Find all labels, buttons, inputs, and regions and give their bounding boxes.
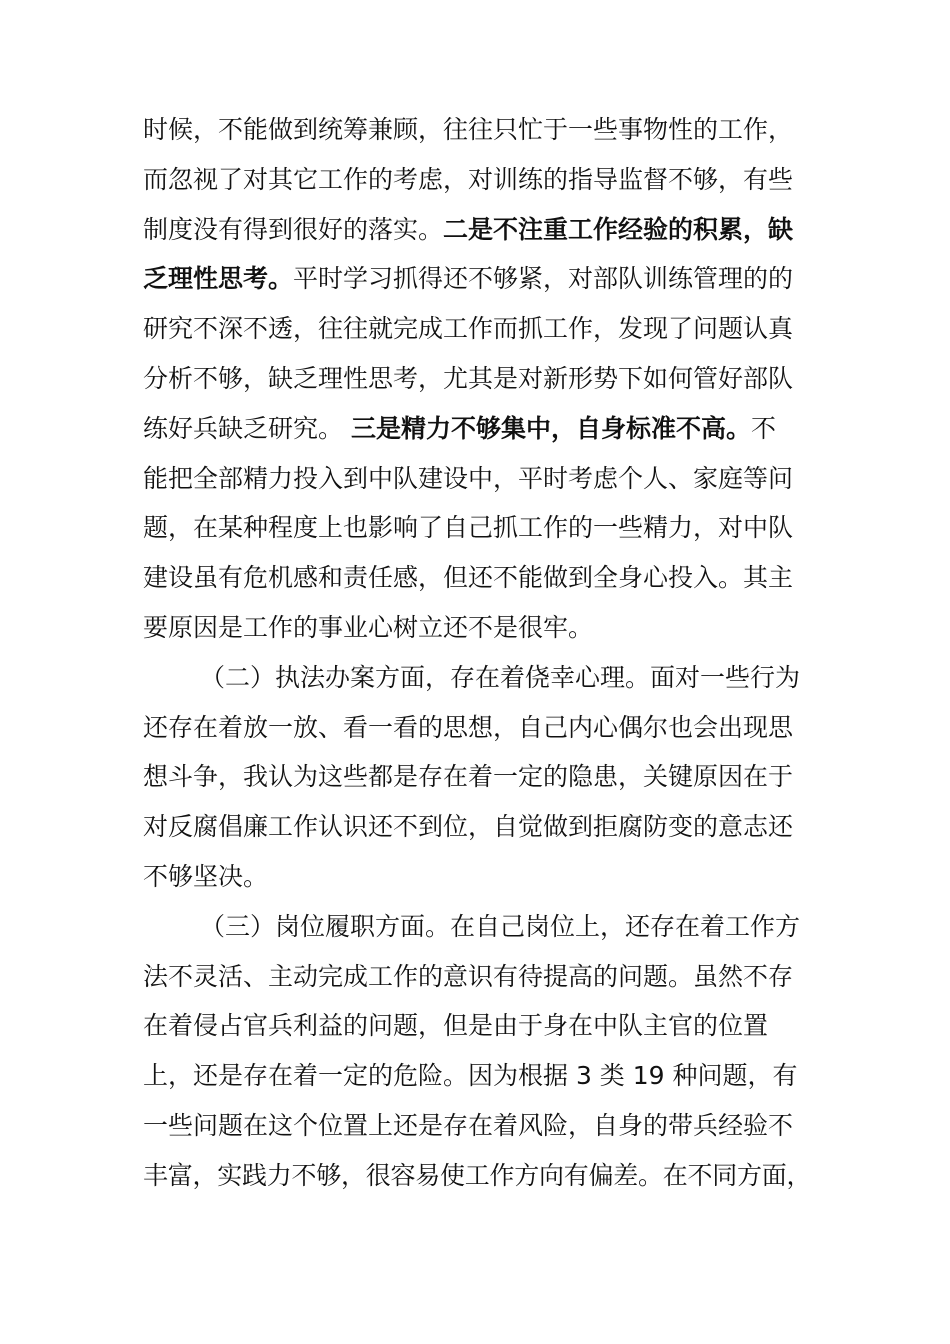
text-segment: 平时学习抓得还不够紧，对部队训练管理的的 <box>293 264 794 293</box>
text-segment: （三）岗位履职方面。在自己岗位上，还存在着工作方 <box>200 912 801 941</box>
text-line <box>143 1051 813 1101</box>
text-line <box>143 1151 813 1201</box>
bold-text-segment: 三是精力不够集中，自身标准不高。 <box>350 414 751 443</box>
text-segment: 能把全部精力投入到中队建设中，平时考虑个人、家庭等问 <box>143 464 794 493</box>
text-segment: 丰富，实践力不够，很容易使工作方向有偏差。在不同方面， <box>143 1161 812 1190</box>
text-segment: 不够坚决。 <box>143 862 269 891</box>
text-line <box>143 105 813 155</box>
text-line <box>143 155 813 205</box>
text-segment: （二）执法办案方面，存在着侥幸心理。面对一些行为 <box>200 663 801 692</box>
bold-text-segment: 乏理性思考。 <box>143 264 294 293</box>
text-line <box>143 354 813 404</box>
text-segment: 研究不深不透，往往就完成工作而抓工作，发现了问题认真 <box>143 314 794 343</box>
text-segment: 一些问题在这个位置上还是存在着风险，自身的带兵经验不 <box>143 1111 794 1140</box>
text-segment: 而忽视了对其它工作的考虑，对训练的指导监督不够，有些 <box>143 165 794 194</box>
text-line <box>143 205 813 255</box>
text-segment: 上，还是存在着一定的危险。因为根据 3 类 19 种问题，有 <box>143 1061 798 1090</box>
text-segment: 还存在着放一放、看一看的思想，自己内心偶尔也会出现思 <box>143 713 794 742</box>
text-segment: 想斗争，我认为这些都是存在着一定的隐患，关键原因在于 <box>143 762 794 791</box>
text-segment: 对反腐倡廉工作认识还不到位，自觉做到拒腐防变的意志还 <box>143 812 794 841</box>
text-line <box>200 902 813 952</box>
text-segment: 分析不够，缺乏理性思考，尤其是对新形势下如何管好部队 <box>143 364 794 393</box>
text-line <box>143 1101 813 1151</box>
text-line <box>143 603 813 653</box>
text-line <box>143 254 813 304</box>
text-line <box>143 503 813 553</box>
text-segment: 制度没有得到很好的落实。 <box>143 215 444 244</box>
text-segment: 练好兵缺乏研究。 <box>143 414 351 443</box>
text-line <box>143 1001 813 1051</box>
text-segment: 法不灵活、主动完成工作的意识有待提高的问题。虽然不存 <box>143 962 794 991</box>
text-segment: 题，在某种程度上也影响了自己抓工作的一些精力，对中队 <box>143 513 794 542</box>
text-line <box>143 553 813 603</box>
text-segment: 在着侵占官兵利益的问题，但是由于身在中队主官的位置 <box>143 1011 769 1040</box>
text-segment: 建设虽有危机感和责任感，但还不能做到全身心投入。其主 <box>143 563 794 592</box>
text-line <box>143 454 813 504</box>
bold-text-segment: 二是不注重工作经验的积累，缺 <box>443 215 794 244</box>
text-line <box>143 304 813 354</box>
text-segment: 时候，不能做到统筹兼顾，往往只忙于一些事物性的工作， <box>143 115 794 144</box>
text-segment: 要原因是工作的事业心树立还不是很牢。 <box>143 613 594 642</box>
text-segment: 不 <box>750 414 776 443</box>
text-line <box>143 802 813 852</box>
text-line <box>200 653 813 703</box>
text-line <box>143 404 813 454</box>
text-line <box>143 752 813 802</box>
text-line <box>143 703 813 753</box>
text-line <box>143 852 813 902</box>
text-line <box>143 952 813 1002</box>
